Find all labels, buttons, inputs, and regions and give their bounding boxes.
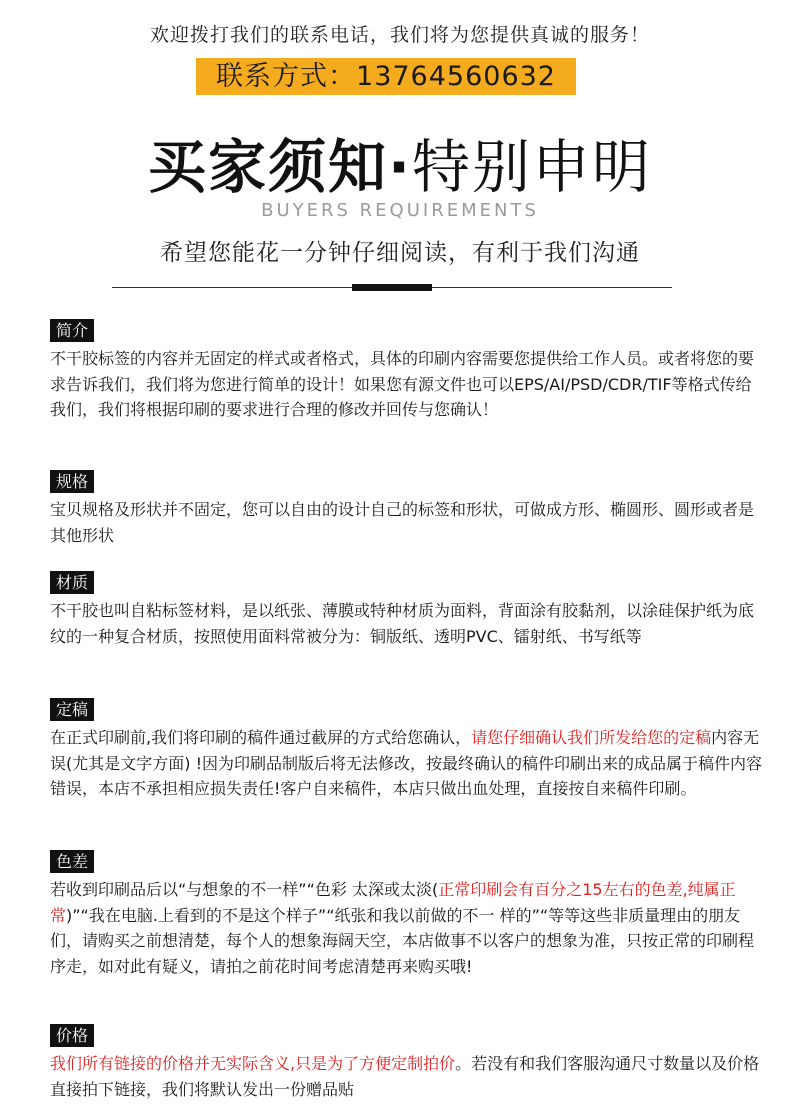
section-intro	[50, 319, 762, 423]
section-text-intro: 不干胶标签的内容并无固定的样式或者格式，具体的印刷内容需要您提供给工作人员。或者将您的要求告诉我们，我们将为您进行简单的设计！如果您有源文件也可以EPS/AI/PSD/CDR/TIF等格式传给我们，我们将根据印刷的要求进行合理的修改并回传与您确认！	[50, 349, 755, 419]
section-text-price	[50, 1051, 762, 1102]
color-diff-text-1: 若收到印刷品后以“与想象的不一样”“色彩 太深或太淡(	[50, 880, 439, 899]
section-label-proof: 定稿	[50, 698, 94, 721]
proof-text-highlight: 请您仔细确认我们所发给您的定稿	[471, 728, 712, 747]
proof-text-2: 内容无误(尤其是文字方面) !因为印刷品制版后将无法修改，按最终确认的稿件印刷出来的成品属于稿件内容错误，本店不承担相应损失责任!客户自来稿件，本店只做出血处理，直接按自来稿件印刷。	[50, 728, 762, 798]
proof-text-1: 在正式印刷前,我们将印刷的稿件通过截屏的方式给您确认，	[50, 728, 472, 747]
color-diff-text-2: )”“我在电脑.上看到的不是这个样子”“纸张和我以前做的不一 样的”“等等这些非质量理由的朋友们，请购买之前想清楚，每个人的想象海阔天空，本店做事不以客户的想象为准，只按正常的印刷程序走，如对此有疑义，请拍之前花时间考虑清楚再来购买哦!	[50, 905, 755, 976]
section-label-spec: 规格	[50, 470, 94, 493]
section-color-diff	[50, 850, 762, 979]
price-text-2: 。若没有和我们客服沟通尺寸数量以及价格直接拍下链接，我们将默认发出一份赠品贴	[50, 1054, 760, 1099]
section-label-price: 价格	[50, 1024, 94, 1047]
section-text-proof	[50, 725, 762, 802]
header-divider-accent	[352, 284, 432, 291]
slogan-text: 希望您能花一分钟仔细阅读，有利于我们沟通	[160, 240, 640, 266]
page-title	[0, 120, 800, 204]
color-diff-text-highlight: 正常印刷会有百分之15左右的色差,纯属正常	[50, 880, 736, 925]
price-text-highlight: 我们所有链接的价格并无实际含义,只是为了方便定制拍价	[50, 1054, 456, 1073]
welcome-text: 欢迎拨打我们的联系电话，我们将为您提供真诚的服务！	[149, 24, 650, 46]
section-spec	[50, 470, 762, 548]
title-light: 特别申明	[412, 133, 653, 201]
section-price	[50, 1024, 762, 1102]
section-label-intro: 简介	[50, 319, 94, 342]
title-bold: 买家须知	[147, 133, 388, 201]
section-text-spec: 宝贝规格及形状并不固定，您可以自由的设计自己的标签和形状，可做成方形、椭圆形、圆形或者是其他形状	[50, 500, 755, 545]
english-subtitle: BUYERS REQUIREMENTS	[261, 200, 539, 221]
section-label-color-diff: 色差	[50, 850, 94, 873]
section-text-color-diff	[50, 877, 762, 979]
title-dot: ·	[387, 133, 413, 201]
section-text-material: 不干胶也叫自粘标签材料，是以纸张、薄膜或特种材质为面料，背面涂有胶黏剂，以涂硅保护纸为底纹的一种复合材质，按照使用面料常被分为：铜版纸、透明PVC、镭射纸、书写纸等	[50, 601, 755, 646]
section-label-material: 材质	[50, 571, 94, 594]
section-material	[50, 571, 762, 649]
section-proof	[50, 698, 762, 802]
phone-contact-bar: 联系方式：13764560632	[196, 58, 576, 95]
